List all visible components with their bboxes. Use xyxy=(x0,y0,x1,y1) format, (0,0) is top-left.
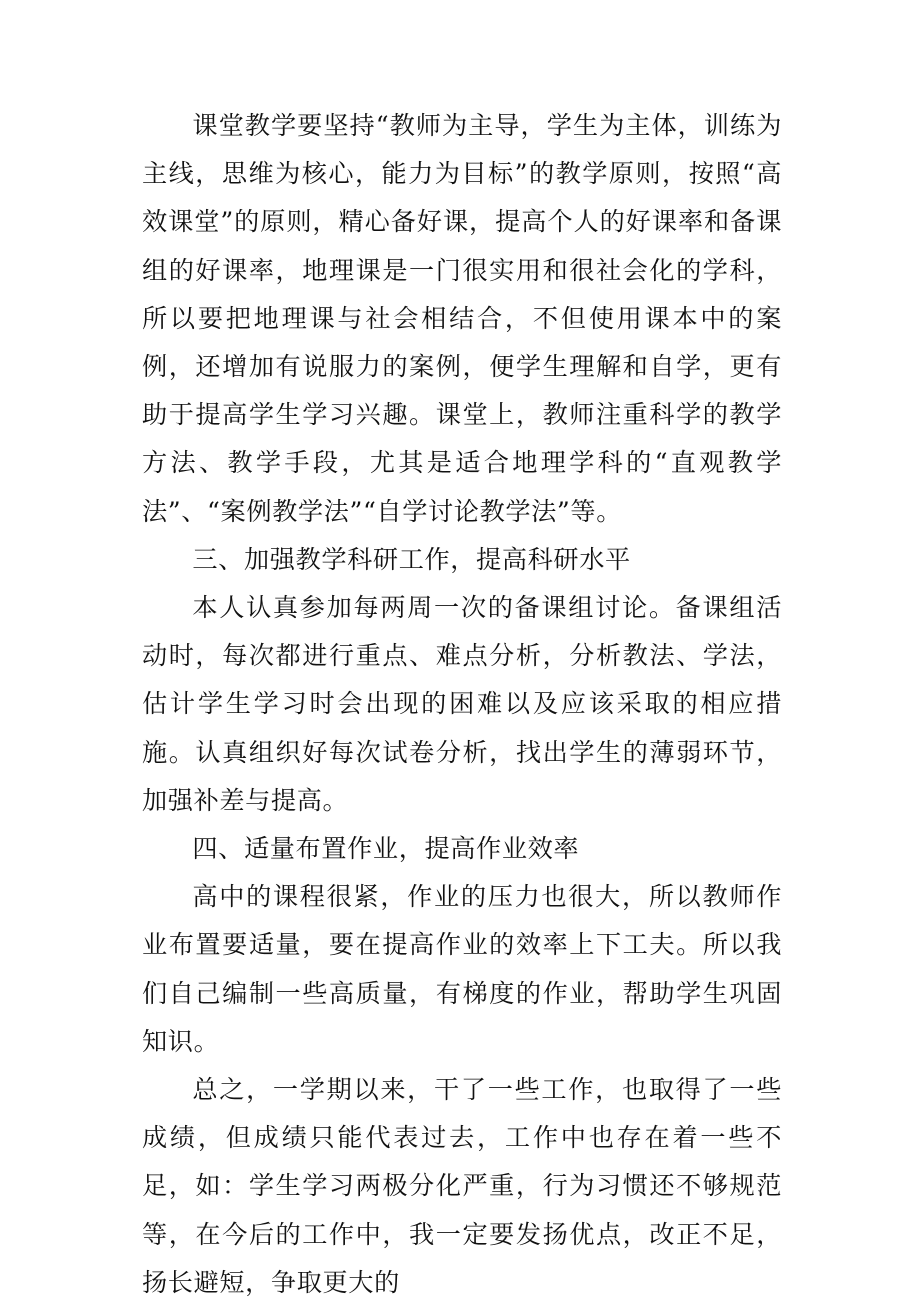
section-heading-homework: 四、适量布置作业，提高作业效率 xyxy=(192,834,580,864)
section-heading-research: 三、加强教学科研工作，提高科研水平 xyxy=(192,544,631,574)
paragraph-homework: 高中的课程很紧，作业的压力也很大，所以教师作业布置要适量，要在提高作业的效率上下工夫。所以我们自己编制一些高质量，有梯度的作业，帮助学生巩固知识。 xyxy=(142,882,782,1056)
paragraph-research: 本人认真参加每两周一次的备课组讨论。备课组活动时，每次都进行重点、难点分析，分析教法、学法，估计学生学习时会出现的困难以及应该采取的相应措施。认真组织好每次试卷分析，找出学生的薄弱环节，加强补差与提高。 xyxy=(142,593,782,815)
document-body xyxy=(142,102,782,1307)
paragraph-classroom-teaching: 课堂教学要坚持“教师为主导，学生为主体，训练为主线，思维为核心，能力为目标”的教学原则，按照“高效课堂”的原则，精心备好课，提高个人的好课率和备课组的好课率，地理课是一门很实用和很社会化的学科，所以要把地理课与社会相结合，不但使用课本中的案例，还增加有说服力的案例，便学生理解和自学，更有助于提高学生学习兴趣。课堂上，教师注重科学的教学方法、教学手段，尤其是适合地理学科的“直观教学法”、“案例教学法”“自学讨论教学法”等。 xyxy=(142,111,782,526)
paragraph-summary: 总之，一学期以来，干了一些工作，也取得了一些成绩，但成绩只能代表过去，工作中也存在着一些不足，如：学生学习两极分化严重，行为习惯还不够规范等，在今后的工作中，我一定要发扬优点，改正不足，扬长避短，争取更大的 xyxy=(142,1075,782,1297)
